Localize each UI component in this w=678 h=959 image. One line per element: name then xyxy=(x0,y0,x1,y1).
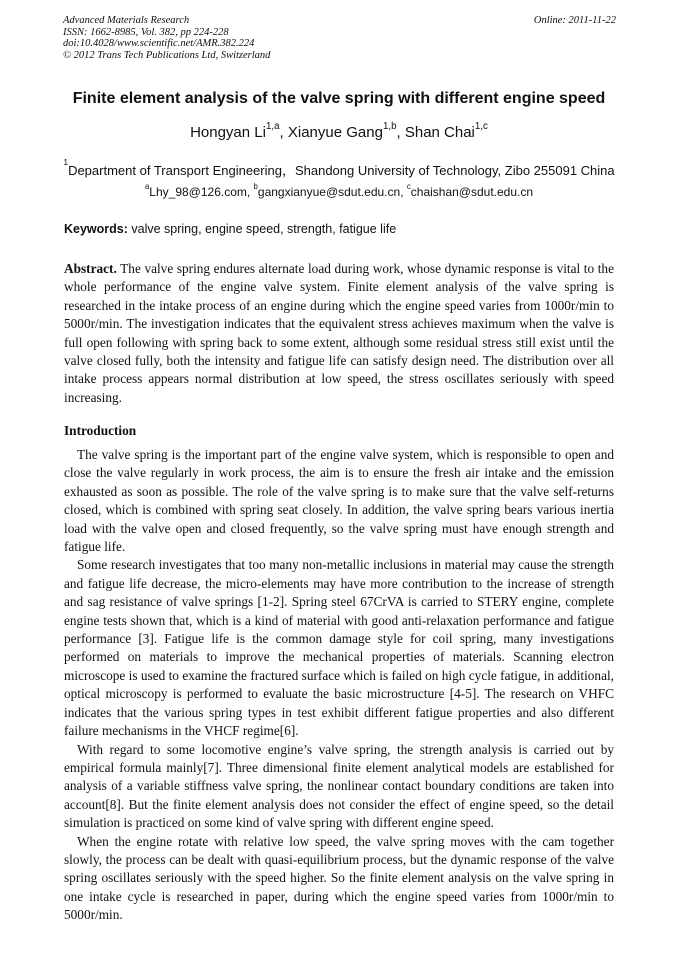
paragraph: With regard to some locomotive engine’s valve spring, the strength analysis is carried out by empirical formula mainly[7]. Three dimensional finite element analytical models are established for analysis of a variable stiffness valve spring, the nonlinear contact boundary conditions are taken into account[8]. But the finite element analysis does not consider the effect of engine speed, so the detail simulation is practiced on some kind of valve spring with different engine speed. xyxy=(64,741,614,831)
author-sup: 1,a xyxy=(265,121,280,132)
affiliation-sup: 1 xyxy=(63,157,69,167)
journal-name: Advanced Materials Research xyxy=(63,15,190,26)
introduction-body xyxy=(64,446,614,925)
email-sup: a xyxy=(144,182,150,191)
copyright: © 2012 Trans Tech Publications Ltd, Switzerland xyxy=(63,49,271,61)
paragraph: When the engine rotate with relative low speed, the valve spring moves with the cam together slowly, the process can be dealt with quasi-equilibrium process, but the dynamic response of the valve spring oscillates seriously with the speed higher. So the finite element analysis on the valve spring in one intake cycle is researched in paper, during which the engine speed varies from 1000r/min to 5000r/min. xyxy=(64,833,614,923)
author-sup: 1,c xyxy=(474,121,488,132)
abstract xyxy=(64,260,614,407)
author-name: Hongyan Li xyxy=(190,124,266,141)
author-name: Shan Chai xyxy=(404,124,475,141)
email: chaishan@sdut.edu.cn xyxy=(410,185,534,199)
abstract-label: Abstract. xyxy=(64,261,117,276)
journal-header xyxy=(63,15,616,61)
email-sup: b xyxy=(253,182,258,191)
paragraph: Some research investigates that too many non-metallic inclusions in material may cause the strength and fatigue life decrease, the micro-elements may have more contribution to the increase of strength and sag resistance of valve springs [1-2]. Spring steel 67CrVA is carried to STERY engine, complete engine tests shown that, which is a kind of material with good anti-relaxation performance and fatigue performance [3]. Fatigue life is the common damage style for coil spring, many investigations performed on materials to improve the mechanical properties of materials. Scanning electron microscope is used to examine the fractured surface which is failed on high cycle fatigue, in additional, optical microscopy is performed to evaluate the basic microstructure [4-5]. The research on VHFC indicates that the various spring types in test exhibit different fatigue properties and also different failure mechanisms in the VHCF regime[6]. xyxy=(64,557,614,739)
author-sup: 1,b xyxy=(382,121,397,132)
section-heading: Introduction xyxy=(64,423,137,438)
email: Lhy_98@126.com xyxy=(149,185,247,199)
issn: ISSN: 1662-8985, Vol. 382, pp 224-228 xyxy=(63,26,229,38)
email-sup: c xyxy=(406,182,411,191)
doi: doi:10.4028/www.scientific.net/AMR.382.224 xyxy=(63,38,255,50)
author-name: Xianyue Gang xyxy=(287,124,383,141)
email: gangxianyue@sdut.edu.cn xyxy=(257,185,401,199)
keywords xyxy=(64,222,396,236)
affiliation xyxy=(0,157,678,179)
online-date: Online: 2011-11-22 xyxy=(533,15,616,26)
paragraph: The valve spring is the important part of the engine valve system, which is responsible to open and close the valve regularly in work process, the aim is to ensure the fresh air intake and the emission exhausted as soon as possible. The role of the valve spring is to make sure that the valve self-returns closed, which is combined with spring seat closely. In addition, the valve spring bears various inertia load with the valve open and closed frequently, so the valve spring must have enough strength and fatigue life. xyxy=(64,447,614,555)
keywords-label: Keywords: xyxy=(64,222,128,236)
keywords-text: valve spring, engine speed, strength, fatigue life xyxy=(131,222,397,236)
abstract-text: The valve spring endures alternate load during work, whose dynamic response is vital to the whole performance of the engine valve system. Finite element analysis of the valve spring is researched in the intake process of an engine during which the engine speed varies from 1000r/min to 5000r/min. The investigation indicates that the equivalent stress achieves maximum when the valve is full open following with spring back to some extent, although some residual stress still exist until the valve closed fully, both the intensity and fatigue life can satisfy design need. The distribution over all intake process appears normal distribution at low speed, the stress oscillates seriously with speed increasing. xyxy=(64,261,614,405)
email-list: $^a$Lhy_98@126.com, $^b$gangxianyue@sdut.edu.cn, $^c$chaishan@sdut.edu.cn xyxy=(144,182,534,199)
affiliation-text: Department of Transport Engineering，Shandong University of Technology, Zibo 255091 China xyxy=(68,163,615,178)
author-list: Hongyan Li$^{1,a}$, Xianyue Gang$^{1,b}$, Shan Chai$^{1,c}$ xyxy=(190,121,488,141)
paper-title: Finite element analysis of the valve spring with different engine speed xyxy=(72,90,606,107)
